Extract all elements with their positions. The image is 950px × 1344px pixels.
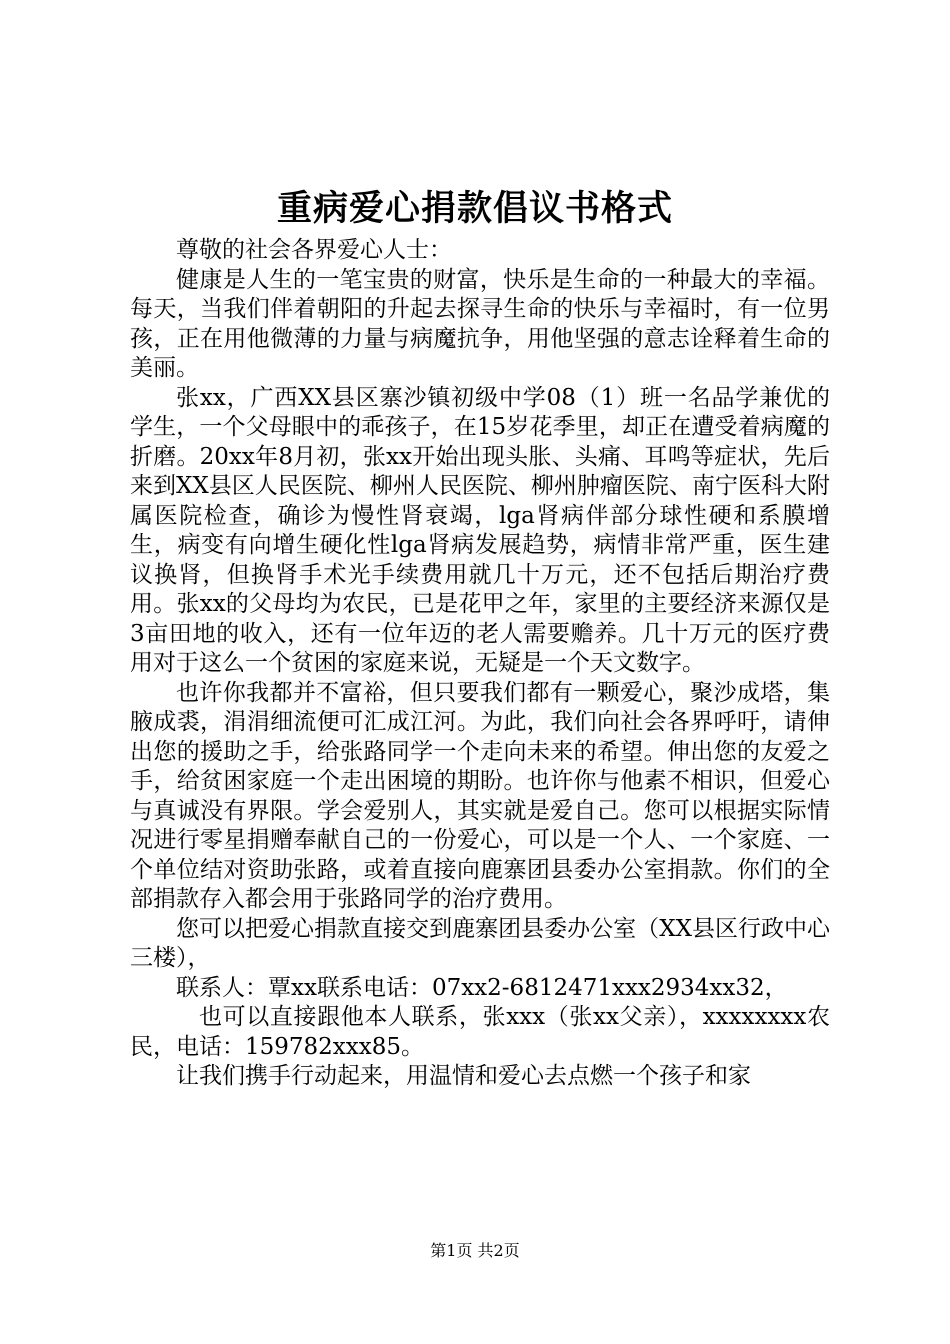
- direct-contact-paragraph: 也可以直接跟他本人联系，张xxx（张xx父亲），xxxxxxxx农民，电话：159782xxx85。: [130, 1004, 830, 1060]
- body-paragraph-background: 张xx，广西XX县区寨沙镇初级中学08（1）班一名品学兼优的学生，一个父母眼中的乖孩子，在15岁花季里，却正在遭受着病魔的折磨。20xx年8月初，张xx开始出现头胀、头痛、耳鸣等症状，先后来到XX县区人民医院、柳州人民医院、柳州肿瘤医院、南宁医科大附属医院检查，确诊为慢性肾衰竭，lga肾病伴部分球性硬和系膜增生，病变有向增生硬化性lga肾病发展趋势，病情非常严重，医生建议换肾，但换肾手术光手续费用就几十万元，还不包括后期治疗费用。张xx的父母均为农民，已是花甲之年，家里的主要经济来源仅是3亩田地的收入，还有一位年迈的老人需要赡养。几十万元的医疗费用对于这么一个贫困的家庭来说，无疑是一个天文数字。: [130, 384, 830, 676]
- document-title: 重病爱心捐款倡议书格式: [276, 188, 673, 229]
- contact-paragraph: 联系人：覃xx联系电话：07xx2-6812471xxx2934xx32，: [176, 974, 788, 1001]
- body-paragraph-health: 健康是人生的一笔宝贵的财富，快乐是生命的一种最大的幸福。每天，当我们伴着朝阳的升起去探寻生命的快乐与幸福时，有一位男孩，正在用他微薄的力量与病魔抗争，用他坚强的意志诠释着生命的美丽。: [130, 266, 830, 381]
- body-paragraph-donation-location: 您可以把爱心捐款直接交到鹿寨团县委办公室（XX县区行政中心三楼），: [130, 915, 830, 971]
- page-footer: 第1页 共2页: [430, 1241, 520, 1260]
- closing-paragraph: 让我们携手行动起来，用温情和爱心去点燃一个孩子和家: [176, 1063, 751, 1089]
- body-paragraph-appeal: 也许你我都并不富裕，但只要我们都有一颗爱心，聚沙成塔，集腋成裘，涓涓细流便可汇成江河。为此，我们向社会各界呼吁，请伸出您的援助之手，给张路同学一个走向未来的希望。伸出您的友爱之手，给贫困家庭一个走出困境的期盼。也许你与他素不相识，但爱心与真诚没有界限。学会爱别人，其实就是爱自己。您可以根据实际情况进行零星捐赠奉献自己的一份爱心，可以是一个人、一个家庭、一个单位结对资助张路，或着直接向鹿寨团县委办公室捐款。你们的全部捐款存入都会用于张路同学的治疗费用。: [130, 679, 830, 912]
- greeting-paragraph: 尊敬的社会各界爱心人士：: [176, 237, 452, 263]
- document-body: [130, 236, 830, 1092]
